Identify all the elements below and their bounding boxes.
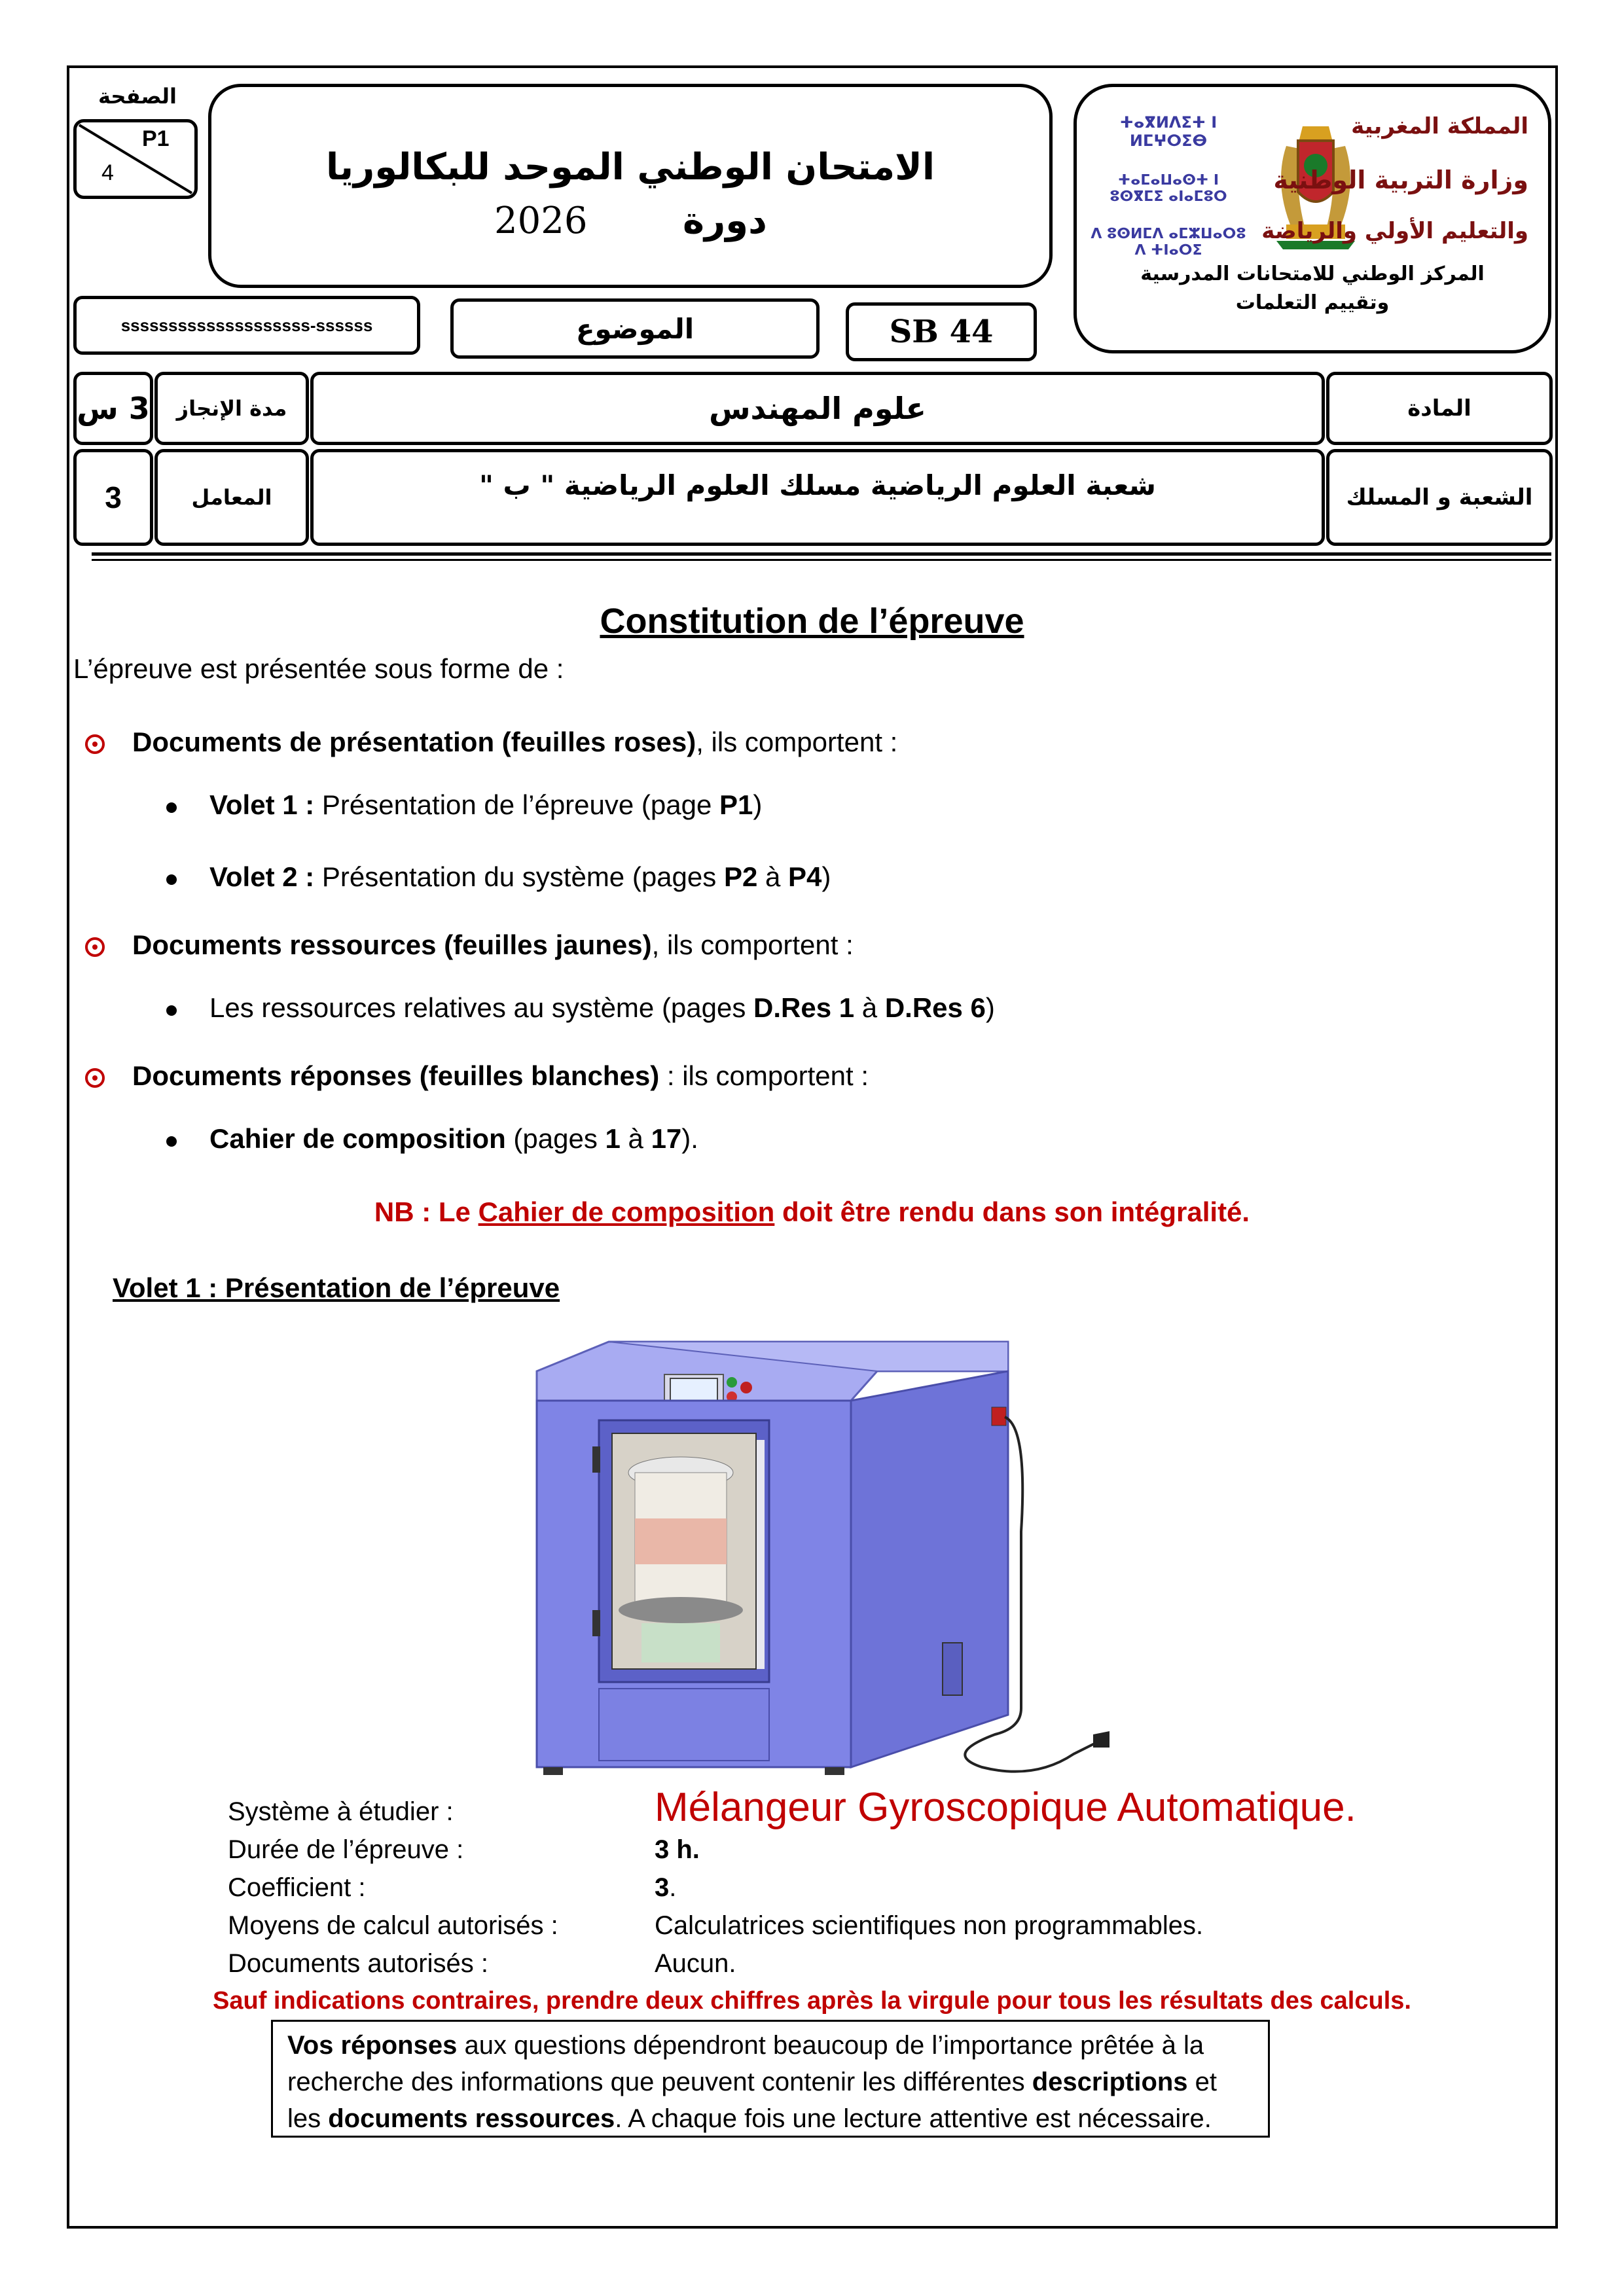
ministry-arabic-3: والتعليم الأولي والرياضة xyxy=(1261,218,1528,244)
ministry-box xyxy=(1074,84,1551,353)
matiere-label-box xyxy=(1326,372,1553,445)
list-bullet-icon xyxy=(166,1136,177,1147)
matiere-label: المادة xyxy=(1407,395,1471,422)
filiere-label-box xyxy=(1326,449,1553,546)
matiere-value: علوم المهندس xyxy=(709,391,926,426)
machine-illustration xyxy=(524,1335,1113,1780)
intro-text: L’épreuve est présentée sous forme de : xyxy=(73,653,564,684)
exam-title-box xyxy=(208,84,1053,288)
info-value-system: Mélangeur Gyroscopique Automatique. xyxy=(655,1785,1356,1830)
coef-value: 3 xyxy=(105,480,122,514)
duree-label: مدة الإنجاز xyxy=(176,396,287,421)
info-label-duree: Durée de l’épreuve : xyxy=(228,1835,464,1864)
page-number-diagonal xyxy=(77,122,194,196)
section-title: Constitution de l’épreuve xyxy=(600,601,1024,641)
info-value-duree: 3 h. xyxy=(655,1835,700,1864)
header-rule-bottom xyxy=(92,559,1551,561)
tifinagh-line-3: ⴷ ⵓⵙⵍⵎⴷ ⴰⵎⵣⵡⴰⵔⵓ ⴷ ⵜⵏⴰⵔⵉ xyxy=(1091,226,1246,259)
exam-center-line-1: المركز الوطني للامتحانات المدرسية xyxy=(1140,262,1485,285)
tifinagh-line-2: ⵜⴰⵎⴰⵡⴰⵙⵜ ⵏ ⵓⵙⴳⵎⵉ ⴰⵏⴰⵎⵓⵔ xyxy=(1110,172,1227,205)
page-total: 4 xyxy=(101,160,114,185)
filiere-value-box xyxy=(310,449,1325,546)
info-label-system: Système à étudier : xyxy=(228,1797,454,1826)
subject-code-box xyxy=(846,302,1037,361)
coef-label: المعامل xyxy=(191,485,272,510)
duree-label-box xyxy=(154,372,309,445)
section-1: Documents de présentation (feuilles roses), ils comportent : xyxy=(132,726,898,757)
calc-warning: Sauf indications contraires, prendre deux chiffres après la virgule pour tous les résultats des calculs. xyxy=(213,1987,1411,2015)
info-label-documents: Documents autorisés : xyxy=(228,1949,488,1978)
list-bullet-icon xyxy=(166,1005,177,1016)
exam-year: 2026 xyxy=(494,200,588,242)
subject-code: SB 44 xyxy=(889,314,994,350)
info-value-calcul: Calculatrices scientifiques non programmables. xyxy=(655,1911,1204,1940)
subject-label-box xyxy=(450,298,820,359)
section-3-item-1: Cahier de composition (pages 1 à 17). xyxy=(209,1123,698,1154)
info-value-coef: 3. xyxy=(655,1873,677,1902)
section-1-item-2: Volet 2 : Présentation du système (pages P2 à P4) xyxy=(209,861,831,892)
info-value-documents: Aucun. xyxy=(655,1949,736,1978)
section-2: Documents ressources (feuilles jaunes), ils comportent : xyxy=(132,929,854,960)
reading-note-box: Vos réponses aux questions dépendront beaucoup de l’importance prêtée à la recherche des informations que peuvent contenir les différentes descriptions et les documents ressources. A chaque fois une lecture attentive est nécessaire. xyxy=(271,2020,1270,2138)
section-3: Documents réponses (feuilles blanches) : ils comportent : xyxy=(132,1060,869,1091)
info-label-coef: Coefficient : xyxy=(228,1873,366,1902)
coef-value-box xyxy=(73,449,153,546)
section-bullet-icon xyxy=(85,734,105,754)
section-2-item-1: Les ressources relatives au système (pages D.Res 1 à D.Res 6) xyxy=(209,992,995,1023)
page-number-box xyxy=(73,119,198,199)
filiere-label: الشعبة و المسلك xyxy=(1346,484,1533,511)
page-number: P1 xyxy=(142,126,170,151)
exam-title: الامتحان الوطني الموحد للبكالوريا xyxy=(325,146,935,188)
ministry-arabic-1: المملكة المغربية xyxy=(1351,113,1528,139)
section-1-item-1: Volet 1 : Présentation de l’épreuve (page P1) xyxy=(209,789,763,820)
info-label-calcul: Moyens de calcul autorisés : xyxy=(228,1911,558,1940)
nb-note: NB : Le Cahier de composition doit être rendu dans son intégralité. xyxy=(374,1196,1250,1227)
session-label: دورة xyxy=(683,200,767,242)
code-field xyxy=(73,296,420,355)
filiere-value: شعبة العلوم الرياضية مسلك العلوم الرياضية " ب " xyxy=(479,469,1156,501)
ministry-arabic-2: وزارة التربية الوطنية xyxy=(1273,166,1528,194)
subject-label: الموضوع xyxy=(575,312,695,345)
section-bullet-icon xyxy=(85,1068,105,1088)
section-bullet-icon xyxy=(85,937,105,957)
list-bullet-icon xyxy=(166,802,177,813)
code-field-value: ssssssssssssssssssss-ssssss xyxy=(120,315,373,335)
duree-value-box xyxy=(73,372,153,445)
matiere-value-box xyxy=(310,372,1325,445)
coef-label-box xyxy=(154,449,309,546)
tifinagh-line-1: ⵜⴰⴳⵍⴷⵉⵜ ⵏ ⵍⵎⵖⵔⵉⴱ xyxy=(1119,113,1218,150)
list-bullet-icon xyxy=(166,874,177,885)
page-label: الصفحة xyxy=(98,84,177,109)
duree-value: 3 س xyxy=(77,391,150,426)
header-rule-top xyxy=(92,552,1551,556)
exam-center-line-2: وتقييم التعلمات xyxy=(1235,291,1390,314)
volet-title: Volet 1 : Présentation de l’épreuve xyxy=(113,1272,560,1303)
